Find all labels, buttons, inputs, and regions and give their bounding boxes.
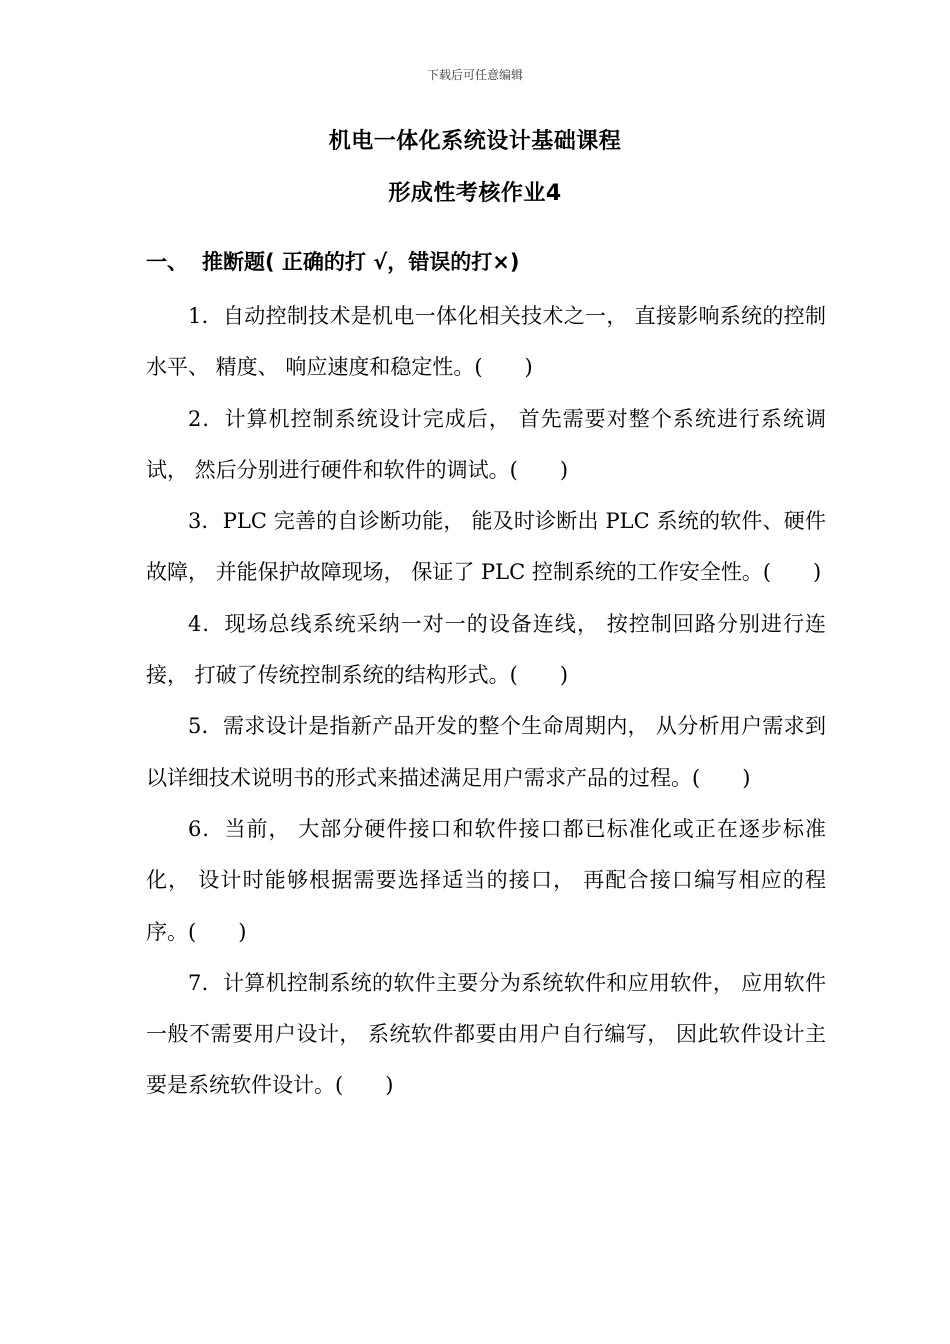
question-text: 计算机控制系统的软件主要分为系统软件和应用软件， 应用软件一般不需要用户设计， 系统软件都要由用户自行编写， 因此软件设计主要是系统软件设计。( ) [146,970,826,1098]
question-item [146,496,826,599]
question-number: 5． [188,714,223,739]
question-number: 3． [188,509,223,534]
question-text: 现场总线系统采纳一对一的设备连线， 按控制回路分别进行连接， 打破了传统控制系统的结构形式。( ) [146,611,826,688]
question-item [146,701,826,804]
question-text: 自动控制技术是机电一体化相关技术之一， 直接影响系统的控制水平、 精度、 响应速度和稳定性。( ) [146,304,826,380]
question-number: 2． [188,406,225,431]
question-number: 6． [188,816,225,841]
question-item [146,958,826,1112]
question-number: 1． [188,304,223,328]
question-number: 4． [188,611,225,636]
question-item [146,599,826,702]
question-item [146,291,826,394]
header-note: 下载后可任意编辑 [426,68,523,82]
question-text: 需求设计是指新产品开发的整个生命周期内， 从分析用户需求到以详细技术说明书的形式来描述满足用户需求产品的过程。( ) [146,714,826,790]
section-heading [146,246,519,276]
question-text: 当前， 大部分硬件接口和软件接口都已标准化或正在逐步标准化， 设计时能够根据需要选择适当的接口， 再配合接口编写相应的程序。( ) [146,816,826,944]
section-heading-text: 推断题( 正确的打 √，错误的打×) [202,250,520,274]
question-list [146,291,826,1112]
question-number: 7． [188,970,223,995]
question-text: PLC 完善的自诊断功能， 能及时诊断出 PLC 系统的软件、硬件故障， 并能保护故障现场， 保证了 PLC 控制系统的工作安全性。( ) [146,509,826,585]
question-item [146,394,826,497]
section-number: 一、 [146,250,188,274]
question-text: 计算机控制系统设计完成后， 首先需要对整个系统进行系统调试， 然后分别进行硬件和软件的调试。( ) [146,406,826,482]
document-title: 机电一体化系统设计基础课程 [328,129,622,154]
question-item [146,804,826,958]
document-subtitle: 形成性考核作业4 [388,181,562,206]
